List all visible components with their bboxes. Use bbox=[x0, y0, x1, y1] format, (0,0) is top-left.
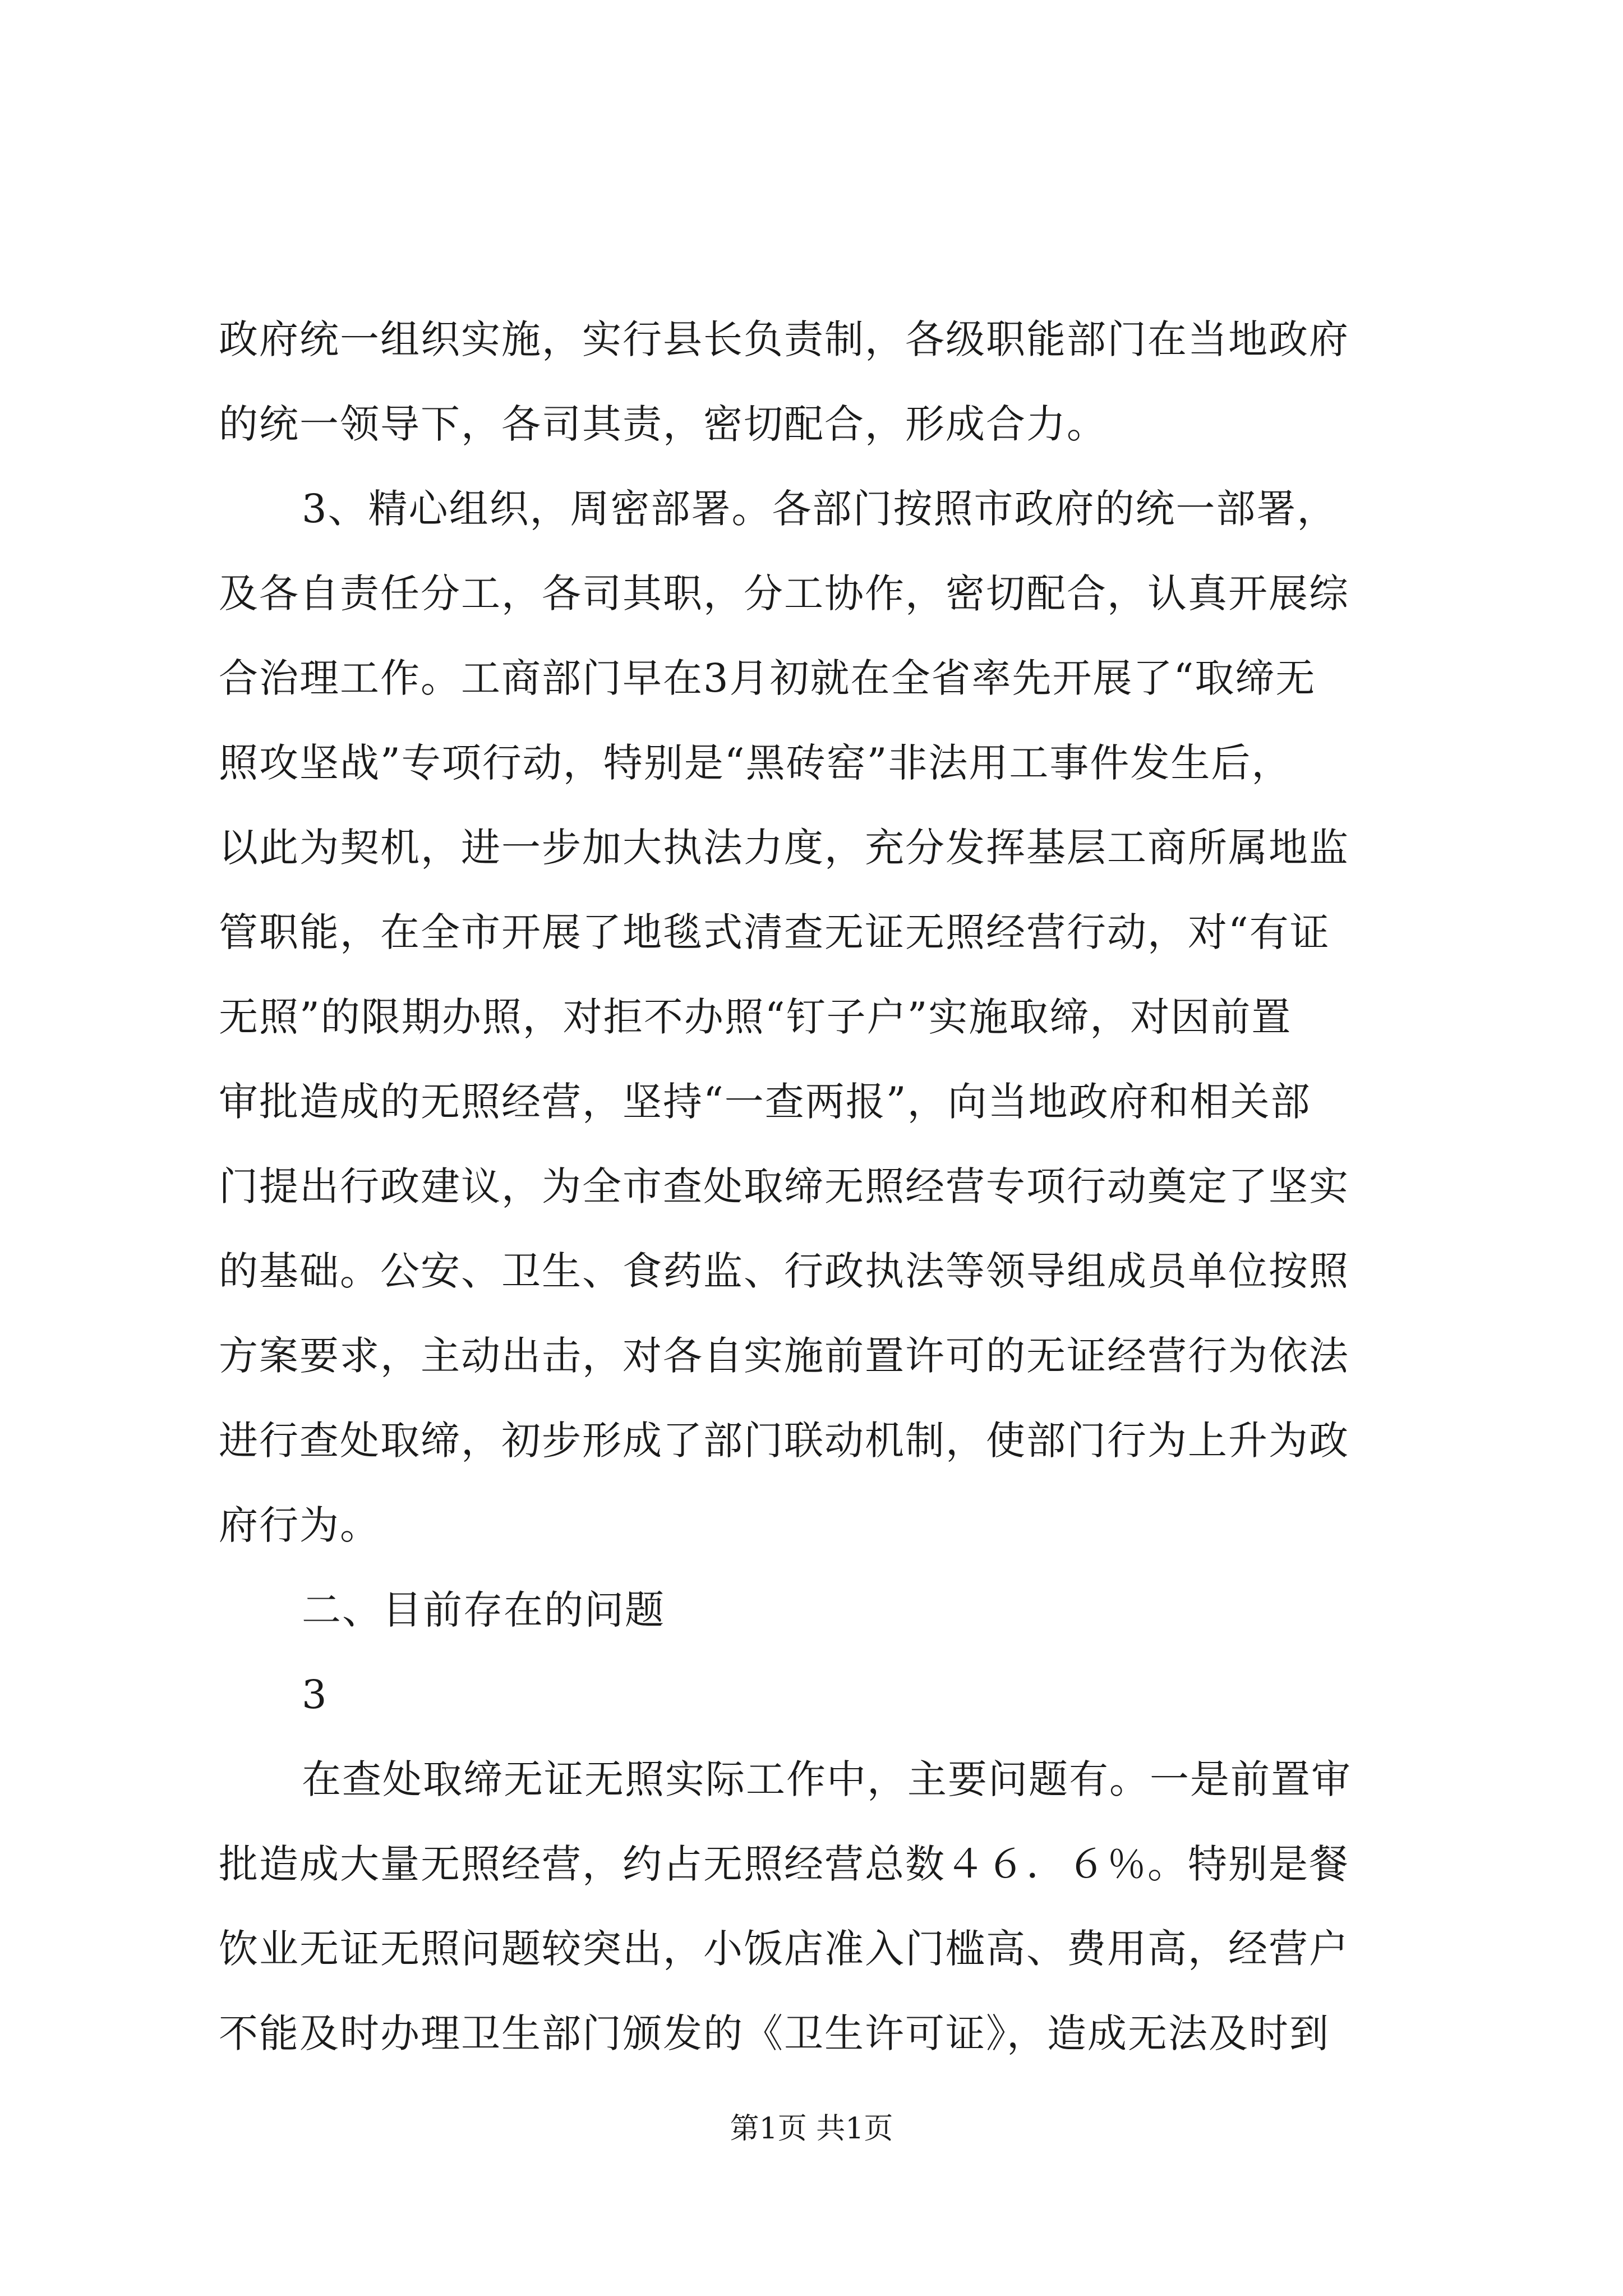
text-line: 批造成大量无照经营，约占无照经营总数４６．６％。特别是餐 bbox=[219, 1841, 1349, 1887]
text-line: 的基础。公安、卫生、食药监、行政执法等领导组成员单位按照 bbox=[219, 1248, 1349, 1294]
text-line: 照攻坚战”专项行动，特别是“黑砖窑”非法用工事件发生后， bbox=[219, 740, 1292, 786]
text-line: 以此为契机，进一步加大执法力度，充分发挥基层工商所属地监 bbox=[219, 825, 1349, 871]
text-line: 合治理工作。工商部门早在3月初就在全省率先开展了“取缔无 bbox=[219, 655, 1316, 701]
paragraph-problems bbox=[219, 1737, 1424, 2076]
text-line: 进行查处取缔，初步形成了部门联动机制，使部门行为上升为政 bbox=[219, 1418, 1349, 1464]
text-line: 府行为。 bbox=[219, 1502, 380, 1548]
text-line: 不能及时办理卫生部门颁发的《卫生许可证》，造成无法及时到 bbox=[219, 2010, 1330, 2056]
document-body bbox=[219, 297, 1424, 2076]
text-line: 3、精心组织，周密部署。各部门按照市政府的统一部署， bbox=[302, 486, 1338, 532]
text-line: 的统一领导下，各司其责，密切配合，形成合力。 bbox=[219, 401, 1107, 447]
text-line: 饮业无证无照问题较突出，小饭店准入门槛高、费用高，经营户 bbox=[219, 1926, 1349, 1972]
text-line: 门提出行政建议，为全市查处取缔无照经营专项行动奠定了坚实 bbox=[219, 1163, 1349, 1209]
text-line: 政府统一组织实施，实行县长负责制，各级职能部门在当地政府 bbox=[219, 316, 1349, 362]
text-line: 无照”的限期办照，对拒不办照“钉子户”实施取缔，对因前置 bbox=[219, 994, 1292, 1040]
text-line: 在查处取缔无证无照实际工作中，主要问题有。一是前置审 bbox=[302, 1756, 1352, 1802]
text-line: 审批造成的无照经营，坚持“一查两报”，向当地政府和相关部 bbox=[219, 1079, 1311, 1125]
paragraph-continuation bbox=[219, 297, 1424, 467]
text-line: 管职能，在全市开展了地毯式清查无证无照经营行动，对“有证 bbox=[219, 909, 1330, 955]
paragraph-number bbox=[219, 1653, 1424, 1737]
section-heading bbox=[219, 1568, 1424, 1653]
text-line: 方案要求，主动出击，对各自实施前置许可的无证经营行为依法 bbox=[219, 1333, 1349, 1379]
text-line: 及各自责任分工，各司其职，分工协作，密切配合，认真开展综 bbox=[219, 570, 1349, 616]
heading-line: 二、目前存在的问题 bbox=[302, 1587, 665, 1633]
page-number-footer: 第1页 共1页 bbox=[730, 2112, 893, 2146]
text-line: 3 bbox=[302, 1672, 328, 1718]
paragraph-item-3 bbox=[219, 467, 1424, 1568]
